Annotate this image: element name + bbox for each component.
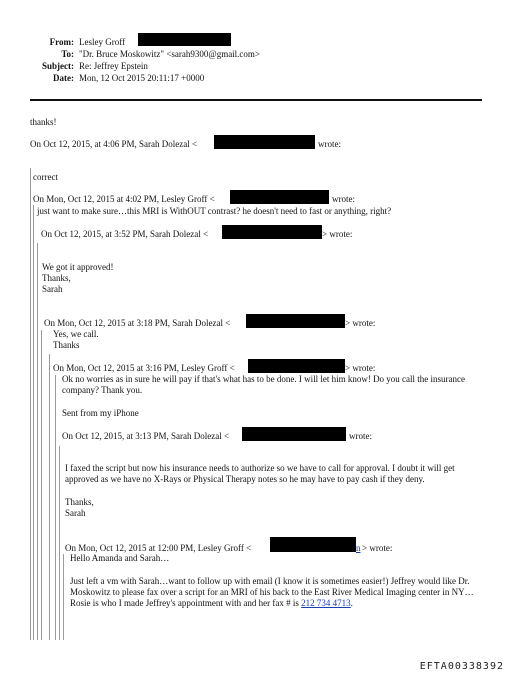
- header-divider: [30, 99, 482, 101]
- quote-bar: [33, 205, 34, 640]
- quote-bar: [59, 446, 60, 640]
- punctuation: .: [350, 598, 353, 608]
- redaction-box: [214, 135, 315, 149]
- from-value: Lesley Groff: [79, 37, 126, 47]
- message-greeting: Hello Amanda and Sarah…: [70, 553, 170, 563]
- message-line: We got it approved!: [42, 262, 114, 272]
- message-line: Thanks,: [42, 273, 71, 283]
- quote-attribution: On Oct 12, 2015, at 3:13 PM, Sarah Dolezal <: [62, 431, 230, 441]
- redaction-box: [248, 359, 345, 373]
- quote-bar: [49, 354, 50, 640]
- message-signature: Sent from my iPhone: [62, 408, 139, 418]
- redaction-box: [230, 190, 329, 204]
- quote-attribution-end: > wrote:: [345, 363, 376, 373]
- quote-attribution: On Mon, Oct 12, 2015 at 12:00 PM, Lesley Groff <: [65, 543, 252, 553]
- subject-label: Subject:: [42, 61, 74, 71]
- quote-bar: [55, 375, 56, 640]
- quote-attribution: On Oct 12, 2015, at 3:52 PM, Sarah Dolezal <: [41, 229, 209, 239]
- quote-attribution: On Mon, Oct 12, 2015 at 4:02 PM, Lesley Groff <: [33, 194, 215, 204]
- quote-attribution-end: > wrote:: [322, 229, 353, 239]
- message-body: thanks!: [30, 117, 57, 127]
- message-text: Just left a vm with Sarah…want to follow up with email (I know it is sometimes easier!) Jeffrey would like Dr. Moskowitz to please fax over a script for an MRI of his back to the East River Medical Imaging center in NY…Rosie is who I made Jeffrey's appointment with and her fax # is: [70, 576, 474, 608]
- quote-attribution-end: > wrote:: [345, 318, 376, 328]
- quote-bar: [30, 168, 31, 640]
- message-line: Yes, we call.: [53, 329, 99, 339]
- quote-bar: [63, 554, 64, 640]
- message-body: Ok no worries as in sure he will pay if that's what has to be done. I will let him know! Do you call the insurance company? Thank you.: [62, 374, 466, 395]
- quote-attribution: On Oct 12, 2015, at 4:06 PM, Sarah Dolezal <: [30, 139, 198, 149]
- quote-attribution-end: wrote:: [332, 194, 355, 204]
- message-body: [70, 576, 475, 609]
- message-line: Thanks,: [65, 497, 94, 507]
- quote-bar: [41, 330, 42, 640]
- quote-bar: [37, 243, 38, 640]
- document-id: EFTA00338392: [419, 661, 504, 672]
- redaction-box: [242, 427, 346, 441]
- subject-value: Re: Jeffrey Epstein: [79, 61, 148, 71]
- message-line: Sarah: [65, 508, 86, 518]
- redaction-box: [222, 225, 322, 239]
- quote-attribution: On Mon, Oct 12, 2015 at 3:18 PM, Sarah Dolezal <: [44, 318, 231, 328]
- message-body: just want to make sure…this MRI is WithOUT contrast? he doesn't need to fast or anything, right?: [37, 206, 392, 216]
- message-body: I faxed the script but now his insurance needs to authorize so we have to call for approval. I doubt it will get approved as we have no X-Rays or Physical Therapy notes so he may have to pay cash if they deny.: [65, 463, 455, 484]
- message-line: Sarah: [42, 284, 63, 294]
- quote-attribution: On Mon, Oct 12, 2015 at 3:16 PM, Lesley Groff <: [53, 363, 235, 373]
- to-value: "Dr. Bruce Moskowitz" <sarah9300@gmail.com>: [79, 49, 261, 59]
- phone-link[interactable]: 212 734 4713: [301, 598, 351, 608]
- redaction-box: [246, 314, 345, 328]
- date-value: Mon, 12 Oct 2015 20:11:17 +0000: [79, 73, 205, 83]
- redaction-box: [138, 33, 231, 46]
- from-label: From:: [49, 37, 74, 47]
- redaction-box: [270, 537, 356, 552]
- to-label: To:: [61, 49, 74, 59]
- date-label: Date:: [53, 73, 74, 83]
- quote-attribution-end: wrote:: [349, 431, 372, 441]
- quote-attribution-end: wrote:: [318, 139, 341, 149]
- message-body: correct: [33, 172, 58, 182]
- redacted-email-link-fragment[interactable]: n: [356, 543, 361, 553]
- quote-attribution-end: > wrote:: [362, 543, 393, 553]
- message-line: Thanks: [53, 340, 80, 350]
